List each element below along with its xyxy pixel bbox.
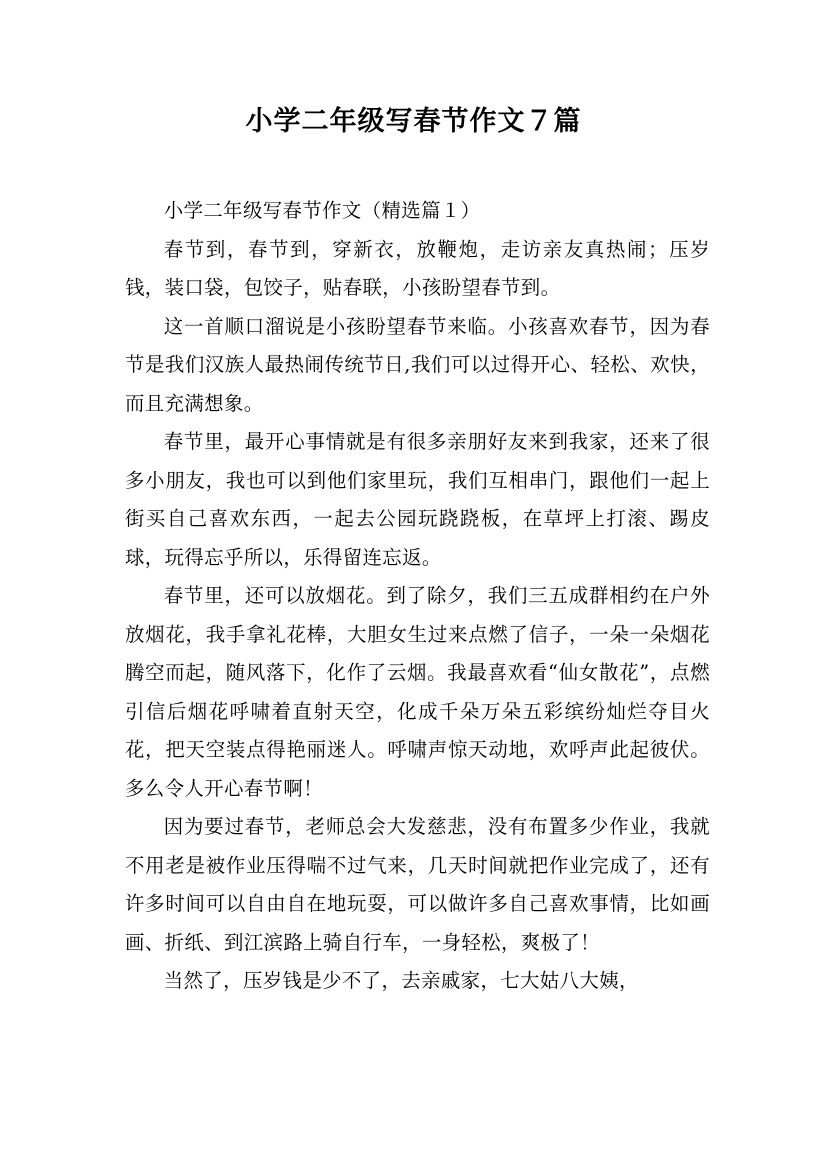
paragraph-4: 春节里，还可以放烟花。到了除夕，我们三五成群相约在户外放烟花，我手拿礼花棒，大胆女生过来点燃了信子，一朵一朵烟花腾空而起，随风落下，化作了云烟。我最喜欢看“仙女散花”，点燃引信后烟花呼啸着直射天空，化成千朵万朵五彩缤纷灿烂夺目火花，把天空装点得艳丽迷人。呼啸声惊天动地，欢呼声此起彼伏。多么令人开心春节啊！ <box>125 584 710 800</box>
paragraph-2: 这一首顺口溜说是小孩盼望春节来临。小孩喜欢春节，因为春节是我们汉族人最热闹传统节日,我们可以过得开心、轻松、欢快，而且充满想象。 <box>125 314 710 415</box>
document-body <box>125 192 710 1001</box>
document-title: 小学二年级写春节作文７篇 <box>245 106 582 137</box>
essay-subtitle: 小学二年级写春节作文（精选篇１） <box>163 199 481 222</box>
paragraph-3: 春节里，最开心事情就是有很多亲朋好友来到我家，还来了很多小朋友，我也可以到他们家里玩，我们互相串门，跟他们一起上街买自己喜欢东西，一起去公园玩跷跷板，在草坪上打滚、踢皮球，玩得忘乎所以，乐得留连忘返。 <box>125 430 710 569</box>
paragraph-1: 春节到，春节到，穿新衣，放鞭炮，走访亲友真热闹；压岁钱，装口袋，包饺子，贴春联，小孩盼望春节到。 <box>125 237 710 299</box>
paragraph-5: 因为要过春节，老师总会大发慈悲，没有布置多少作业，我就不用老是被作业压得喘不过气来，几天时间就把作业完成了，还有许多时间可以自由自在地玩耍，可以做许多自己喜欢事情，比如画画、折纸、到江滨路上骑自行车，一身轻松，爽极了！ <box>125 815 710 954</box>
paragraph-6: 当然了，压岁钱是少不了，去亲戚家，七大姑八大姨， <box>163 969 639 992</box>
